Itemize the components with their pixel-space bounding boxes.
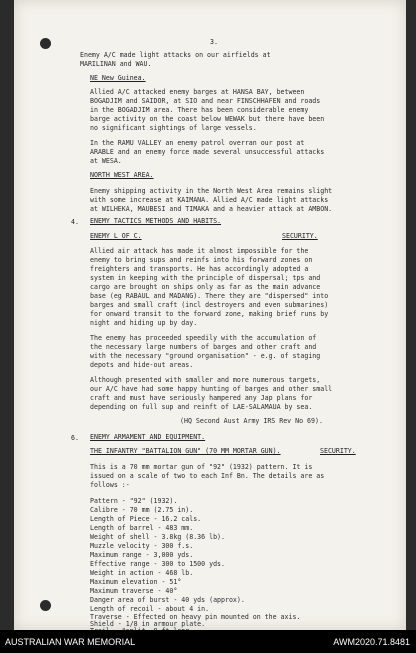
text-line: depots and hide-out areas. — [90, 361, 194, 369]
spec-line: Weight of shell - 3.8kg (8.36 lb). — [90, 533, 225, 541]
spec-line: Calibre - 70 mm (2.75 in). — [90, 506, 194, 514]
text-line: follows :- — [90, 481, 130, 489]
spec-line: Traverse - Effected on heavy pin mounted on the axis. — [90, 613, 301, 621]
subsection-heading: THE INFANTRY "BATTALION GUN" (70 MM MORTAR GUN). — [90, 447, 281, 455]
text-line: in the BOGADJIM area. There has been considerable enemy — [90, 106, 309, 114]
text-line: the necessary large numbers of barges and other craft and — [90, 343, 317, 351]
document-page — [14, 0, 406, 630]
section-heading: NE New Guinea. — [90, 74, 146, 82]
section-heading: ENEMY ARMAMENT AND EQUIPMENT. — [90, 433, 206, 441]
text-line: enemy to bring sups and reinfs into his forward zones on — [90, 256, 313, 264]
security-marking: SECURITY. — [282, 232, 318, 240]
footer-institution: AUSTRALIAN WAR MEMORIAL — [5, 637, 136, 647]
text-line: Allied air attack has made it almost impossible for the — [90, 247, 309, 255]
text-line: Although presented with smaller and more numerous targets, — [90, 376, 321, 384]
text-line: with the necessary "ground organisation" - e.g. of staging — [90, 352, 321, 360]
spec-line: Danger area of burst - 40 yds (approx). — [90, 596, 245, 604]
text-line: Enemy A/C made light attacks on our airfields at — [80, 51, 271, 59]
text-line: barge activity on the coast below WEWAK but there have been — [90, 115, 325, 123]
text-line: no significant sightings of large vessels. — [90, 124, 257, 132]
text-line: at WILHEKA, MAUBESI and TIMAKA and a heavier attack at AMBON. — [90, 205, 333, 213]
spec-line: Length of recoil - about 4 in. — [90, 605, 210, 613]
security-marking: SECURITY. — [320, 447, 356, 455]
spec-line: Effective range - 300 to 1500 yds. — [90, 560, 225, 568]
archive-footer — [0, 630, 416, 653]
spec-line: Length of Piece - 16.2 cals. — [90, 515, 202, 523]
page-number: 3. — [210, 38, 218, 46]
text-line: This is a 70 mm mortar gun of "92" (1932) pattern. It is — [90, 463, 313, 471]
text-line: with some increase at KAIMANA. Allied A/C made light attacks — [90, 196, 329, 204]
text-line: depending on full sup and reinft of LAE-SALAMAUA by sea. — [90, 403, 313, 411]
text-line: BOGADJIM and SAIDOR, at SIO and near FINSCHHAFEN and roads — [90, 97, 321, 105]
text-line: at WESA. — [90, 157, 122, 165]
text-line: issued on a scale of two to each Inf Bn. The details are as — [90, 472, 325, 480]
spec-line: Maximum elevation - 51° — [90, 578, 182, 586]
punch-hole — [40, 600, 51, 611]
spec-line: Length of barrel - 483 mm. — [90, 524, 194, 532]
text-line: craft and must have seriously hampered any Jap plans for — [90, 394, 313, 402]
text-line: freighters and transports. He has accordingly adopted a — [90, 265, 309, 273]
section-number: 4. — [71, 218, 79, 226]
section-heading: NORTH WEST AREA. — [90, 171, 154, 179]
section-number: 6. — [71, 434, 79, 442]
text-line: base (eg RABAUL and MADANG). There they are "dispersed" into — [90, 292, 329, 300]
punch-hole — [40, 38, 51, 49]
subsection-heading: ENEMY L OF C. — [90, 232, 142, 240]
text-line: system in keeping with the principle of dispersal; tps and — [90, 274, 321, 282]
spec-line: Shield - 1/8 in armour plate. — [90, 620, 206, 628]
text-line: In the RAMU VALLEY an enemy patrol overran our post at — [90, 139, 305, 147]
spec-line: Pattern - "92" (1932). — [90, 497, 178, 505]
text-line: The enemy has proceeded speedily with the accumulation of — [90, 334, 317, 342]
source-reference: (HQ Second Aust Army IRS Rev No 69). — [180, 417, 323, 425]
text-line: night and hiding up by day. — [90, 319, 198, 327]
footer-accession-number: AWM2020.71.8481 — [333, 637, 410, 647]
text-line: MARILINAN and WAU. — [80, 60, 152, 68]
text-line: our A/C have had some happy hunting of barges and other small — [90, 385, 333, 393]
text-line: for onward transit to the forward zone, making brief runs by — [90, 310, 329, 318]
section-heading: ENEMY TACTICS METHODS AND HABITS. — [90, 217, 222, 225]
text-line: Enemy shipping activity in the North West Area remains slight — [90, 187, 333, 195]
text-line: ARABLE and an enemy force made several unsuccessful attacks — [90, 148, 325, 156]
text-line: Allied A/C attacked enemy barges at HANSA BAY, between — [90, 88, 305, 96]
spec-line: Maximum traverse - 40° — [90, 587, 178, 595]
spec-line: Muzzle velocity - 300 f.s. — [90, 542, 194, 550]
text-line: cargo are brought on ships only as far as the main advance — [90, 283, 321, 291]
spec-line: Maximum range - 3,000 yds. — [90, 551, 194, 559]
text-line: barges and small craft (incl destroyers and even submarines) — [90, 301, 329, 309]
spec-line: Weight in action - 468 lb. — [90, 569, 194, 577]
